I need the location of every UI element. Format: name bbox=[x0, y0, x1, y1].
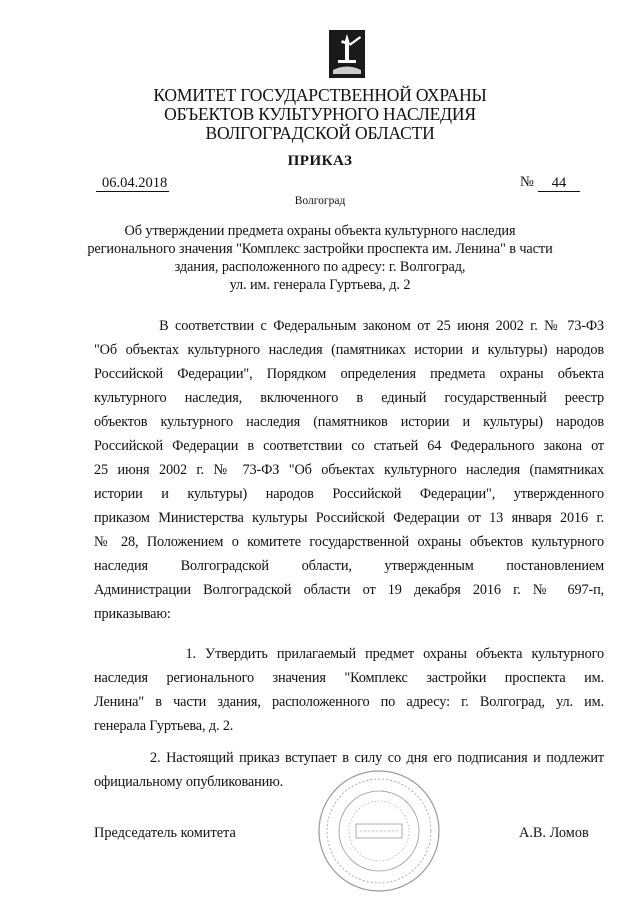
body-line-13: приказываю: bbox=[94, 606, 171, 622]
body-line-12: Администрации Волгоградской области от 19 декабря 2016 г. № 697-п, bbox=[94, 582, 604, 598]
item-1-line-2: наследия регионального значения "Комплекс застройки проспекта им. bbox=[94, 670, 604, 686]
item-1-line-1: 1. Утвердить прилагаемый предмет охраны объекта культурного bbox=[94, 646, 604, 662]
signatory-position: Председатель комитета bbox=[94, 825, 236, 841]
body-line-3: Российской Федерации", Порядком определения предмета охраны объекта bbox=[94, 366, 604, 382]
subject-line-1: Об утверждении предмета охраны объекта культурного наследия bbox=[124, 223, 516, 239]
order-city: Волгоград bbox=[294, 195, 346, 207]
signatory-name: А.В. Ломов bbox=[519, 825, 589, 841]
body-line-2: "Об объектах культурного наследия (памятниках истории и культуры) народов bbox=[94, 342, 604, 358]
body-line-6: Российской Федерации в соответствии со статьей 64 Федерального закона от bbox=[94, 438, 604, 454]
org-name-line-1: КОМИТЕТ ГОСУДАРСТВЕННОЙ ОХРАНЫ bbox=[153, 85, 487, 105]
order-date: 06.04.2018 bbox=[96, 175, 169, 192]
body-line-7: 25 июня 2002 г. № 73-ФЗ "Об объектах культурного наследия (памятниках bbox=[94, 462, 604, 478]
order-number-label: № bbox=[520, 174, 534, 190]
body-line-9: приказом Министерства культуры Российской Федерации от 13 января 2016 г. bbox=[94, 510, 604, 526]
order-number: 44 bbox=[538, 175, 580, 192]
body-line-4: культурного наследия, включенного в единый государственный реестр bbox=[94, 390, 604, 406]
document-title: ПРИКАЗ bbox=[287, 153, 353, 169]
subject-line-4: ул. им. генерала Гуртьева, д. 2 bbox=[229, 277, 411, 293]
official-round-stamp-icon bbox=[316, 768, 442, 894]
volgograd-emblem-icon bbox=[329, 30, 365, 78]
item-1-line-4: генерала Гуртьева, д. 2. bbox=[94, 718, 234, 734]
subject-line-2: регионального значения "Комплекс застройки проспекта им. Ленина" в части bbox=[87, 241, 553, 257]
item-1-line-3: Ленина" в части здания, расположенного по адресу: г. Волгоград, ул. им. bbox=[94, 694, 604, 710]
item-2-line-2: официальному опубликованию. bbox=[94, 774, 284, 790]
org-name-line-3: ВОЛГОГРАДСКОЙ ОБЛАСТИ bbox=[205, 123, 435, 143]
item-2-line-1: 2. Настоящий приказ вступает в силу со дня его подписания и подлежит bbox=[94, 750, 604, 766]
body-line-8: истории и культуры) народов Российской Федерации", утвержденного bbox=[94, 486, 604, 502]
body-line-10: № 28, Положением о комитете государственной охраны объектов культурного bbox=[94, 534, 604, 550]
body-line-1: В соответствии с Федеральным законом от 25 июня 2002 г. № 73-ФЗ bbox=[94, 318, 604, 334]
body-line-5: объектов культурного наследия (памятников истории и культуры) народов bbox=[94, 414, 604, 430]
subject-line-3: здания, расположенного по адресу: г. Волгоград, bbox=[174, 259, 466, 275]
body-line-11: наследия Волгоградской области, утвержденным постановлением bbox=[94, 558, 604, 574]
org-name-line-2: ОБЪЕКТОВ КУЛЬТУРНОГО НАСЛЕДИЯ bbox=[164, 104, 476, 124]
